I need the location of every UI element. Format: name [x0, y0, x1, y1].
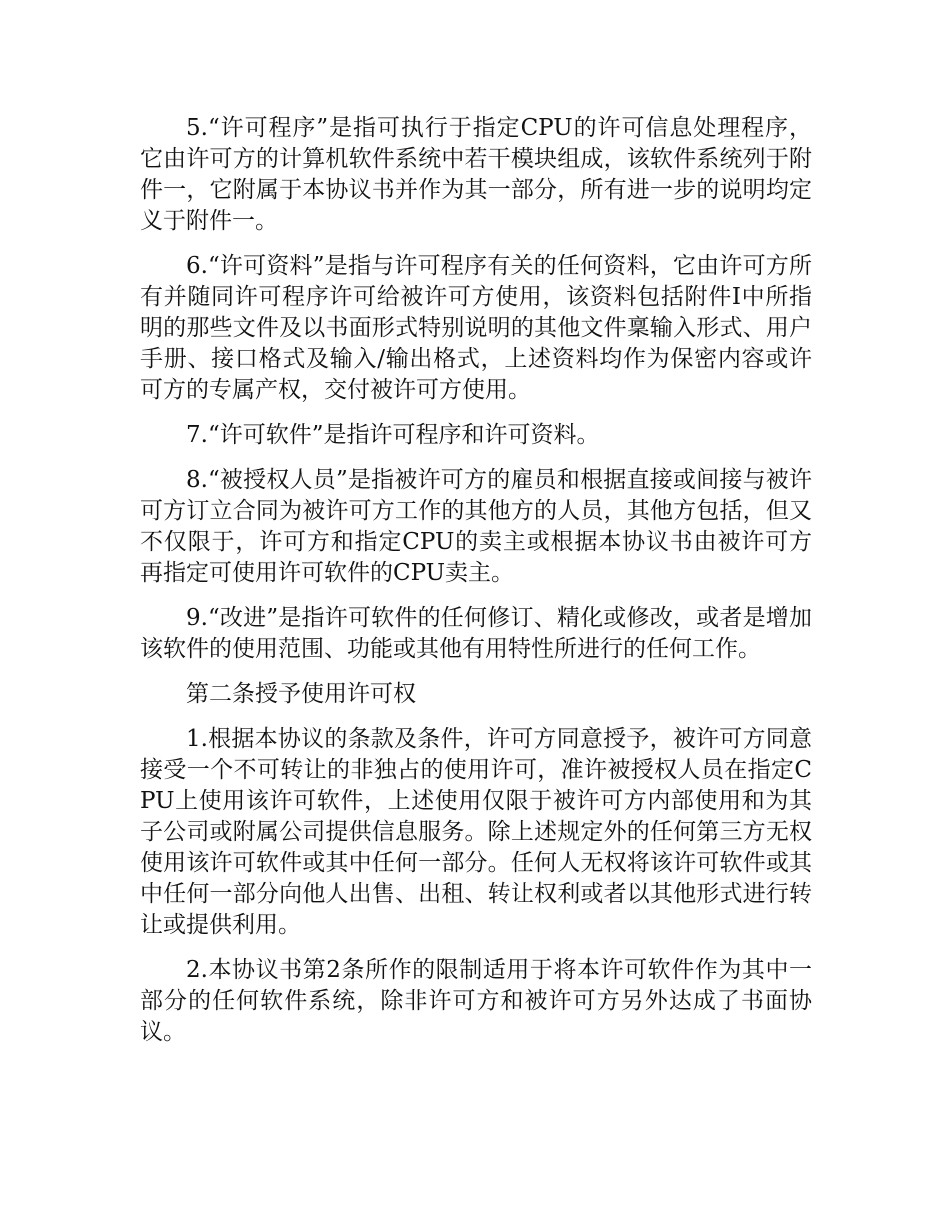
document-body	[140, 113, 812, 1062]
section-heading: 第二条授予使用许可权	[186, 681, 416, 707]
definition-paragraph-6: 6.“许可资料”是指与许可程序有关的任何资料，它由许可方所有并随同许可程序许可给被许可方使用，该资料包括附件I中所指明的那些文件及以书面形式特别说明的其他文件稟输入形式、用户手册、接口格式及输入/输出格式，上述资料均作为保密内容或许可方的专属产权，交付被许可方使用。	[140, 253, 812, 403]
license-grant-paragraph-2: 2.本协议书第2条所作的限制适用于将本许可软件作为其中一部分的任何软件系统，除非许可方和被许可方另外达成了书面协议。	[140, 957, 812, 1045]
definition-paragraph-5: 5.“许可程序”是指可执行于指定CPU的许可信息处理程序，它由许可方的计算机软件系统中若干模块组成，该软件系统列于附件一，它附属于本协议书并作为其一部分，所有进一步的说明均定义于附件一。	[140, 115, 812, 234]
definition-paragraph-9: 9.“改进”是指许可软件的任何修订、精化或修改，或者是增加该软件的使用范围、功能或其他有用特性所进行的任何工作。	[140, 605, 812, 662]
license-grant-paragraph-1: 1.根据本协议的条款及条件，许可方同意授予，被许可方同意接受一个不可转让的非独占的使用许可，准许被授权人员在指定CPU上使用该许可软件，上述使用仅限于被许可方内部使用和为其子公司或附属公司提供信息服务。除上述规定外的任何第三方无权使用该许可软件或其中任何一部分。任何人无权将该许可软件或其中任何一部分向他人出售、出租、转让权利或者以其他形式进行转让或提供利用。	[140, 726, 812, 938]
definition-paragraph-8: 8.“被授权人员”是指被许可方的雇员和根据直接或间接与被许可方订立合同为被许可方工作的其他方的人员，其他方包括，但又不仅限于，许可方和指定CPU的卖主或根据本协议书由被许可方再指定可使用许可软件的CPU卖主。	[140, 467, 812, 586]
definition-paragraph-7: 7.“许可软件”是指许可程序和许可资料。	[186, 422, 600, 448]
